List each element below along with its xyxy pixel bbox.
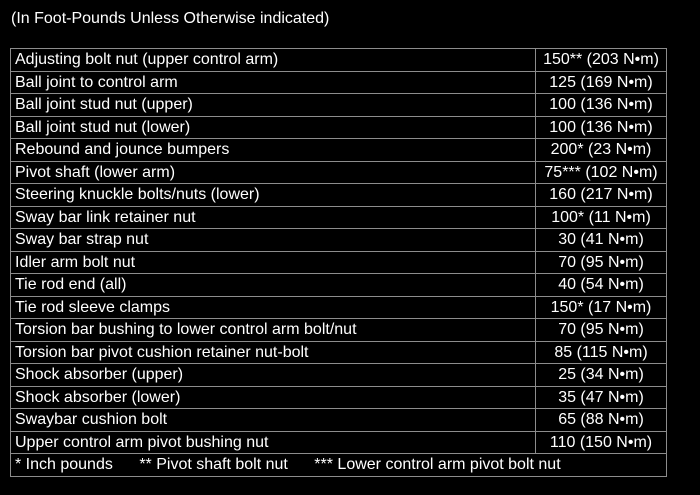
part-name: Pivot shaft (lower arm) xyxy=(11,161,536,184)
torque-value: 150** (203 N•m) xyxy=(536,49,667,72)
table-row xyxy=(11,296,667,319)
table-row xyxy=(11,409,667,432)
table-row xyxy=(11,184,667,207)
table-row xyxy=(11,251,667,274)
torque-value: 100 (136 N•m) xyxy=(536,116,667,139)
table-row xyxy=(11,364,667,387)
footnotes-row xyxy=(11,454,667,477)
table-row xyxy=(11,431,667,454)
table-row xyxy=(11,229,667,252)
torque-value: 75*** (102 N•m) xyxy=(536,161,667,184)
table-caption: (In Foot-Pounds Unless Otherwise indicated) xyxy=(11,10,330,27)
table-row xyxy=(11,386,667,409)
part-name: Torsion bar bushing to lower control arm bolt/nut xyxy=(11,319,536,342)
table-row xyxy=(11,274,667,297)
torque-value: 35 (47 N•m) xyxy=(536,386,667,409)
torque-value: 85 (115 N•m) xyxy=(536,341,667,364)
torque-value: 70 (95 N•m) xyxy=(536,319,667,342)
torque-value: 40 (54 N•m) xyxy=(536,274,667,297)
torque-spec-table xyxy=(10,48,667,477)
torque-value: 70 (95 N•m) xyxy=(536,251,667,274)
torque-value: 100* (11 N•m) xyxy=(536,206,667,229)
torque-value: 65 (88 N•m) xyxy=(536,409,667,432)
torque-value: 100 (136 N•m) xyxy=(536,94,667,117)
footnote-lower-control-arm: *** Lower control arm pivot bolt nut xyxy=(314,456,561,474)
footnotes-cell xyxy=(11,454,667,477)
footnote-pivot-shaft: ** Pivot shaft bolt nut xyxy=(139,456,288,474)
part-name: Ball joint stud nut (lower) xyxy=(11,116,536,139)
table-row xyxy=(11,139,667,162)
part-name: Idler arm bolt nut xyxy=(11,251,536,274)
table-row xyxy=(11,71,667,94)
part-name: Adjusting bolt nut (upper control arm) xyxy=(11,49,536,72)
torque-value: 25 (34 N•m) xyxy=(536,364,667,387)
table-row xyxy=(11,116,667,139)
table-row xyxy=(11,319,667,342)
part-name: Sway bar link retainer nut xyxy=(11,206,536,229)
part-name: Shock absorber (upper) xyxy=(11,364,536,387)
torque-value: 30 (41 N•m) xyxy=(536,229,667,252)
part-name: Upper control arm pivot bushing nut xyxy=(11,431,536,454)
table-row xyxy=(11,49,667,72)
table-row xyxy=(11,161,667,184)
part-name: Sway bar strap nut xyxy=(11,229,536,252)
torque-value: 125 (169 N•m) xyxy=(536,71,667,94)
part-name: Swaybar cushion bolt xyxy=(11,409,536,432)
part-name: Steering knuckle bolts/nuts (lower) xyxy=(11,184,536,207)
part-name: Tie rod end (all) xyxy=(11,274,536,297)
part-name: Tie rod sleeve clamps xyxy=(11,296,536,319)
part-name: Ball joint stud nut (upper) xyxy=(11,94,536,117)
torque-value: 200* (23 N•m) xyxy=(536,139,667,162)
part-name: Shock absorber (lower) xyxy=(11,386,536,409)
table-row xyxy=(11,341,667,364)
footnote-inch-pounds: * Inch pounds xyxy=(15,456,113,474)
table-row xyxy=(11,206,667,229)
part-name: Rebound and jounce bumpers xyxy=(11,139,536,162)
torque-value: 160 (217 N•m) xyxy=(536,184,667,207)
part-name: Torsion bar pivot cushion retainer nut-bolt xyxy=(11,341,536,364)
torque-value: 110 (150 N•m) xyxy=(536,431,667,454)
table-row xyxy=(11,94,667,117)
torque-value: 150* (17 N•m) xyxy=(536,296,667,319)
part-name: Ball joint to control arm xyxy=(11,71,536,94)
